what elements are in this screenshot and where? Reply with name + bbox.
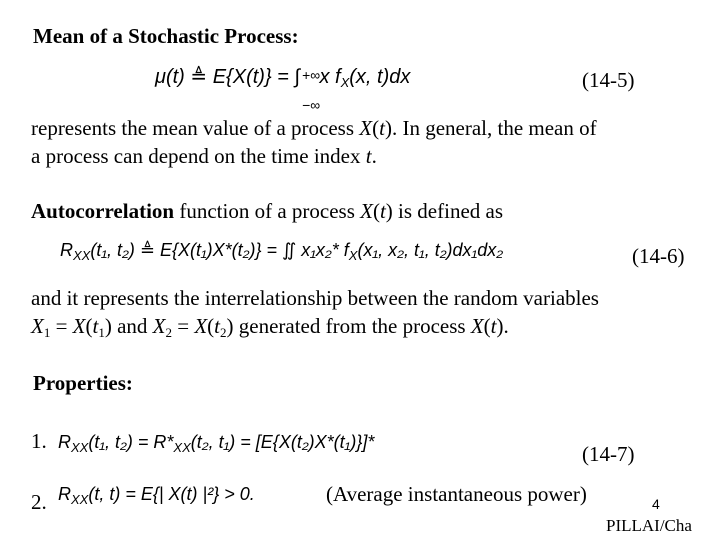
- text: (t₁, t₂) = R*: [88, 432, 174, 452]
- text: t: [365, 144, 372, 168]
- mean-description: [31, 114, 597, 170]
- text: ). In general, the mean of: [384, 116, 597, 140]
- interrelationship-description: [31, 284, 599, 347]
- properties-title: Properties:: [33, 371, 133, 395]
- text: ) is defined as: [385, 199, 504, 223]
- autocorrelation-definition: [31, 197, 503, 225]
- text: (: [85, 314, 93, 338]
- equation-number-14-7: (14-7): [582, 442, 635, 466]
- text: (: [483, 314, 491, 338]
- text: XX: [71, 492, 89, 507]
- text: and it represents the interrelationship between the random variables: [31, 286, 599, 310]
- equation-number-14-6: (14-6): [632, 244, 685, 268]
- text: (t₂, t₁) = [E{X(t₂)X*(t₁)}]*: [190, 432, 375, 452]
- text: ) generated from the process: [226, 314, 471, 338]
- text: =: [50, 314, 73, 338]
- text: 1: [98, 325, 105, 340]
- text: X: [152, 314, 166, 338]
- property-2-equation: [58, 484, 255, 507]
- text: ) and: [104, 314, 153, 338]
- text: (t, t) = E{| X(t) |²} > 0.: [88, 484, 255, 504]
- text: R: [60, 240, 73, 260]
- text: R: [58, 484, 71, 504]
- mean-equation-tail: (x, t)dx: [349, 66, 411, 88]
- text: a process can depend on the time index: [31, 144, 366, 168]
- text: =: [172, 314, 195, 338]
- text: X: [470, 314, 484, 338]
- text: t: [490, 314, 497, 338]
- page-number: 4: [652, 496, 660, 512]
- text: X: [359, 116, 373, 140]
- autocorrelation-equation: [60, 240, 503, 263]
- text: (: [372, 116, 380, 140]
- text: t: [379, 116, 385, 140]
- property-1-label: 1.: [31, 429, 47, 453]
- text: ).: [496, 314, 509, 338]
- text: X: [194, 314, 208, 338]
- text: R: [58, 432, 71, 452]
- text: X: [31, 314, 44, 338]
- text: X: [360, 199, 373, 223]
- mean-equation: [155, 64, 411, 113]
- text: XX: [71, 440, 89, 455]
- text: t: [214, 314, 221, 338]
- text: 1: [43, 325, 51, 340]
- text: t: [92, 314, 99, 338]
- property-1-equation: [58, 432, 374, 455]
- text: (: [372, 199, 380, 223]
- text: X: [72, 314, 86, 338]
- mean-equation-rhs: x f: [319, 66, 341, 88]
- text: represents the mean value of a process: [31, 116, 360, 140]
- text: function of a process: [174, 199, 361, 223]
- text: XX: [173, 440, 191, 455]
- footer-author: PILLAI/Cha: [606, 516, 692, 535]
- text: .: [371, 144, 377, 168]
- text: (t₁, t₂) ≜ E{X(t₁)X*(t₂)} = ∬ x₁x₂* f: [90, 240, 349, 260]
- average-power-note: (Average instantaneous power): [326, 482, 587, 506]
- autocorrelation-term: Autocorrelation: [31, 199, 175, 223]
- property-2-label: 2.: [31, 490, 47, 514]
- mean-equation-lhs: μ(t) ≜ E{X(t)} = ∫: [155, 66, 300, 88]
- text: XX: [73, 248, 91, 263]
- text: (x₁, x₂, t₁, t₂)dx₁dx₂: [357, 240, 504, 260]
- text: X: [348, 248, 358, 263]
- integral-upper-limit: +∞: [301, 67, 321, 83]
- integral-lower-limit: −∞: [301, 97, 321, 113]
- section-title: Mean of a Stochastic Process:: [33, 24, 299, 48]
- text: t: [379, 199, 386, 223]
- equation-number-14-5: (14-5): [582, 68, 635, 92]
- text: 2: [220, 325, 227, 340]
- text: 2: [165, 325, 172, 340]
- mean-equation-sub: X: [340, 75, 350, 90]
- text: (: [207, 314, 215, 338]
